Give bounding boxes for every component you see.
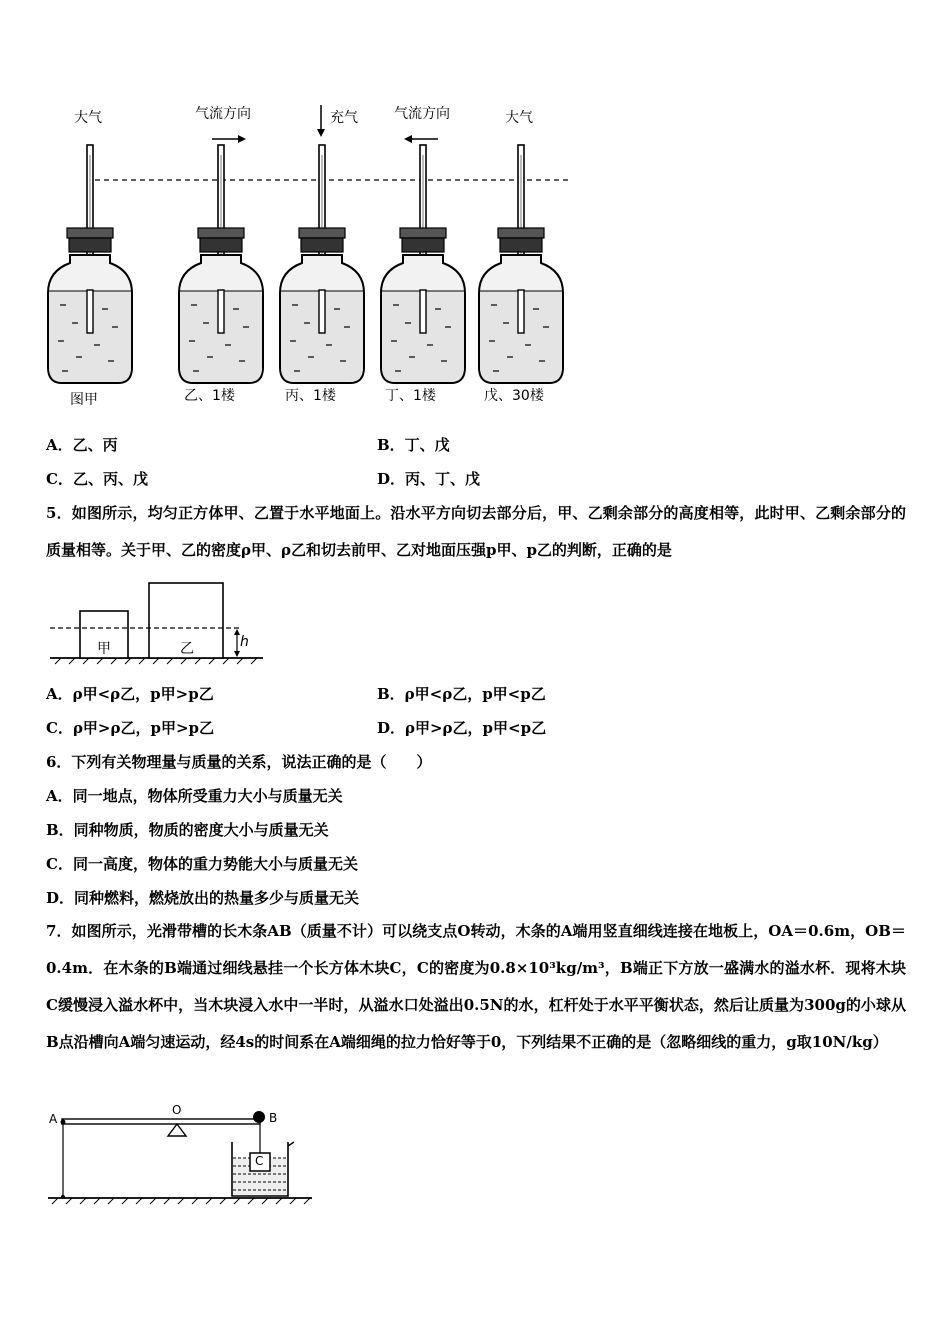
bottle-yi [179, 145, 263, 383]
bottle-wu [479, 145, 563, 383]
label-air-1: 大气 [74, 110, 102, 126]
q6-option-a: A．同一地点，物体所受重力大小与质量无关 [46, 787, 343, 805]
label-h: h [240, 634, 249, 650]
arrow-left-icon [404, 135, 412, 143]
lever-bar [62, 1119, 260, 1124]
q4-option-b: B．丁、戊 [377, 436, 450, 454]
bottle-bing [280, 145, 364, 383]
q4-option-c: C．乙、丙、戊 [46, 470, 148, 488]
q4-option-a: A．乙、丙 [46, 436, 118, 454]
label-fig-wu: 戊、30楼 [484, 388, 544, 404]
label-fig-jia: 图甲 [70, 392, 98, 408]
figure-lever [44, 1100, 319, 1210]
label-inflate: 充气 [330, 110, 358, 126]
lever-diagram [44, 1100, 319, 1210]
arrow-right-icon [238, 135, 246, 143]
q5-stem: 5．如图所示，均匀正方体甲、乙置于水平地面上。沿水平方向切去部分后，甲、乙剩余部分的高度相等，此时甲、乙剩余部分的质量相等。关于甲、乙的密度ρ甲、ρ乙和切去前甲、乙对地面压强p甲、p乙的判断，正确的是 [46, 504, 906, 559]
q5-option-b: B．ρ甲<ρ乙，p甲<p乙 [377, 685, 546, 703]
bottle-jia [48, 145, 132, 383]
arrow-down-icon [317, 129, 325, 137]
label-airflow-2: 气流方向 [394, 106, 450, 122]
q5-option-a: A．ρ甲<ρ乙，p甲>p乙 [46, 685, 214, 703]
q6-option-d: D．同种燃料，燃烧放出的热量多少与质量无关 [46, 889, 360, 907]
q6-option-c: C．同一高度，物体的重力势能大小与质量无关 [46, 855, 358, 873]
label-fig-bing: 丙、1楼 [285, 388, 336, 404]
label-o: O [172, 1103, 182, 1117]
label-air-2: 大气 [505, 110, 533, 126]
label-yi: 乙 [180, 641, 194, 657]
arrow-down-icon [234, 651, 240, 657]
q5-option-d: D．ρ甲>ρ乙，p甲<p乙 [377, 719, 547, 737]
q7-stem: 7．如图所示，光滑带槽的长木条AB（质量不计）可以绕支点O转动，木条的A端用竖直细线连接在地板上，OA＝0.6m，OB＝0.4m．在木条的B端通过细线悬挂一个长方体木块C，C的密度为0.8×10³kg/m³，B端正下方放一盛满水的溢水杯．现将木块C缓慢浸入溢水杯中，当木块浸入水中一半时，从溢水口处溢出0.5N的水，杠杆处于水平平衡状态，然后让质量为300g的小球从B点沿槽向A端匀速运动，经4s的时间系在A端细绳的拉力恰好等于0，下列结果不正确的是（忽略细线的重力，g取10N/kg） [46, 922, 906, 1051]
q5-option-c: C．ρ甲>ρ乙，p甲>p乙 [46, 719, 215, 737]
label-fig-yi: 乙、1楼 [184, 388, 235, 404]
label-jia: 甲 [97, 641, 111, 657]
q6-stem: 6．下列有关物理量与质量的关系，说法正确的是（ ） [46, 753, 432, 771]
label-a: A [49, 1112, 58, 1126]
q6-option-b: B．同种物质，物质的密度大小与质量无关 [46, 821, 329, 839]
figure-bottles [40, 95, 580, 410]
label-b: B [269, 1111, 278, 1125]
cubes-diagram [45, 578, 270, 668]
ball-icon [253, 1111, 265, 1123]
label-airflow-1: 气流方向 [195, 106, 251, 122]
bottles-diagram [40, 95, 580, 410]
q4-option-d: D．丙、丁、戊 [377, 470, 481, 488]
fulcrum-icon [168, 1124, 186, 1136]
label-fig-ding: 丁、1楼 [385, 388, 436, 404]
bottle-ding [381, 145, 465, 383]
label-c: C [255, 1154, 264, 1168]
figure-cubes [45, 578, 270, 668]
